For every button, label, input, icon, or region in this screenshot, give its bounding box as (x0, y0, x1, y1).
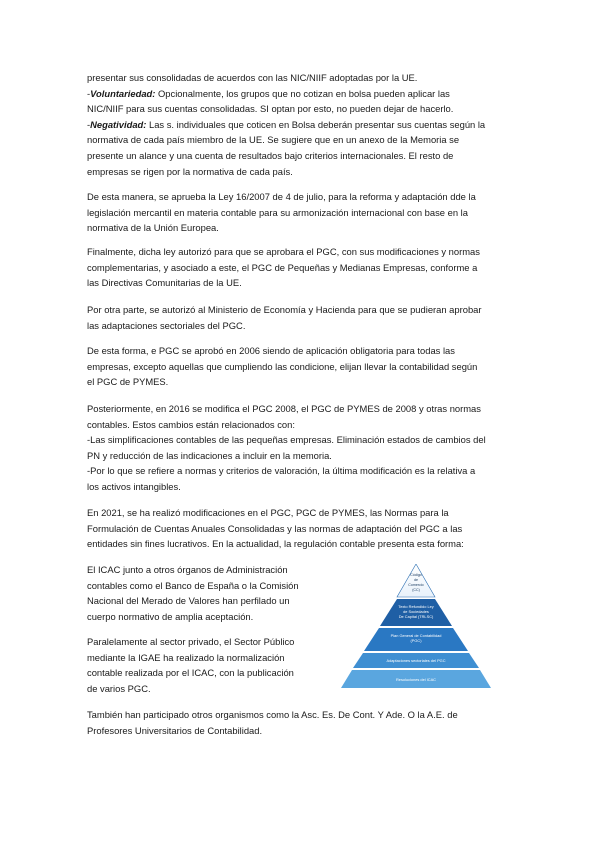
pyramid-label-l1-3: (CC) (412, 588, 420, 592)
paragraph-icac: El ICAC junto a otros órganos de Administración contables como el Banco de España o la Comisión Nacional del Merado de Valores han perfilado un cuerpo normativo de amplia aceptación. (87, 564, 299, 622)
text-line: empresas se rigen por la normativa de cada país. (87, 165, 293, 177)
paragraph-otros-organismos: También han participado otros organismos como la Asc. Es. De Cont. Y Ade. O la A.E. de Profesores Universitarios de Contabilidad. (87, 709, 458, 736)
pyramid-label-l1-1: de (414, 578, 418, 582)
text-line: presente un alance y una cuenta de resultados bajo criterios internacionales. El resto de (87, 149, 454, 161)
negatividad-term: Negatividad: (90, 118, 147, 130)
paragraph-cambios-2016: Posteriormente, en 2016 se modifica el PGC 2008, el PGC de PYMES de 2008 y otras normas contables. Estos cambios están relacionados con: -Las simplificaciones contables de las pequeñas empresas. Eliminación estados de cambios del PN y reducción de las indicaciones a incluir en la memoria. -Por lo que se refiere a normas y criterios de valoración, la última modificación es la relativa a los activos intangibles. (87, 403, 486, 492)
pyramid-label-l2-1: de Sociedades (403, 609, 429, 614)
pyramid-label-l3-1: (PGC) (410, 638, 422, 643)
pyramid-label-l4: Adaptaciones sectoriales del PGC (386, 658, 446, 663)
pyramid-label-l1-0: Código (410, 573, 422, 577)
paragraph-sector-publico: Paralelamente al sector privado, el Sector Público mediante la IGAE ha realizado la normalización contable realizada por el ICAC, con la publicación de varios PGC. (87, 636, 295, 694)
pyramid-label-l2-0: Texto Refundido Ley (398, 604, 434, 609)
text-line: presentar sus consolidadas de acuerdos con las NIC/NIIF adoptadas por la UE. (87, 72, 418, 83)
paragraph-ley-16-2007: De esta manera, se aprueba la Ley 16/2007 de 4 de julio, para la reforma y adaptación dde la legislación mercantil en materia contable para su armonización internacional con base en la normativa de la Unión Europea. (87, 191, 476, 234)
regulation-pyramid-diagram (327, 564, 505, 690)
paragraph-2021: En 2021, se ha realizó modificaciones en el PGC, PGC de PYMES, las Normas para la Formulación de Cuentas Anuales Consolidadas y las normas de adaptación del PGC a las entidades sin fines lucrativos. En la actualidad, la regulación contable presenta esta forma: (87, 507, 464, 550)
text-line: -Voluntariedad: Opcionalmente, los grupos que no cotizan en bolsa pueden aplicar las (87, 87, 450, 99)
text-line: normativa de cada país miembro de la UE. Se sugiere que en un anexo de la Memoria se (87, 134, 460, 146)
pyramid-svg (327, 564, 505, 690)
text-line: -Negatividad: Las s. individuales que coticen en Bolsa deberán presentar sus cuentas según la (87, 118, 486, 130)
pyramid-label-l2-2: De Capital (TRLSC) (398, 614, 434, 619)
pyramid-label-l1-2: Comercio (408, 583, 424, 587)
paragraph-ministerio: Por otra parte, se autorizó al Ministerio de Economía y Hacienda para que se pudieran aprobar las adaptaciones sectoriales del PGC. (87, 304, 482, 331)
pyramid-label-l3-0: Plan General de Contabilidad (390, 633, 442, 638)
paragraph-pgc-2006: De esta forma, e PGC se aprobó en 2006 siendo de aplicación obligatoria para todas las empresas, excepto aquellas que cumpliendo las condicione, elijan llevar la contabilidad según el PGC de PYMES. (87, 345, 478, 388)
paragraph-nic-niif (87, 70, 512, 179)
pyramid-label-l5: Resoluciones del ICAC (395, 677, 437, 682)
paragraph-pgc-pymes: Finalmente, dicha ley autorizó para que se aprobara el PGC, con sus modificaciones y normas complementarias, y asociado a este, el PGC de Pequeñas y Medianas Empresas, conforme a las Directivas Comunitarias de la UE. (87, 246, 480, 289)
text-line: NIC/NIIF para sus cuentas consolidadas. SI optan por esto, no pueden dejar de hacerlo. (87, 103, 454, 115)
voluntariedad-term: Voluntariedad: (90, 87, 156, 99)
